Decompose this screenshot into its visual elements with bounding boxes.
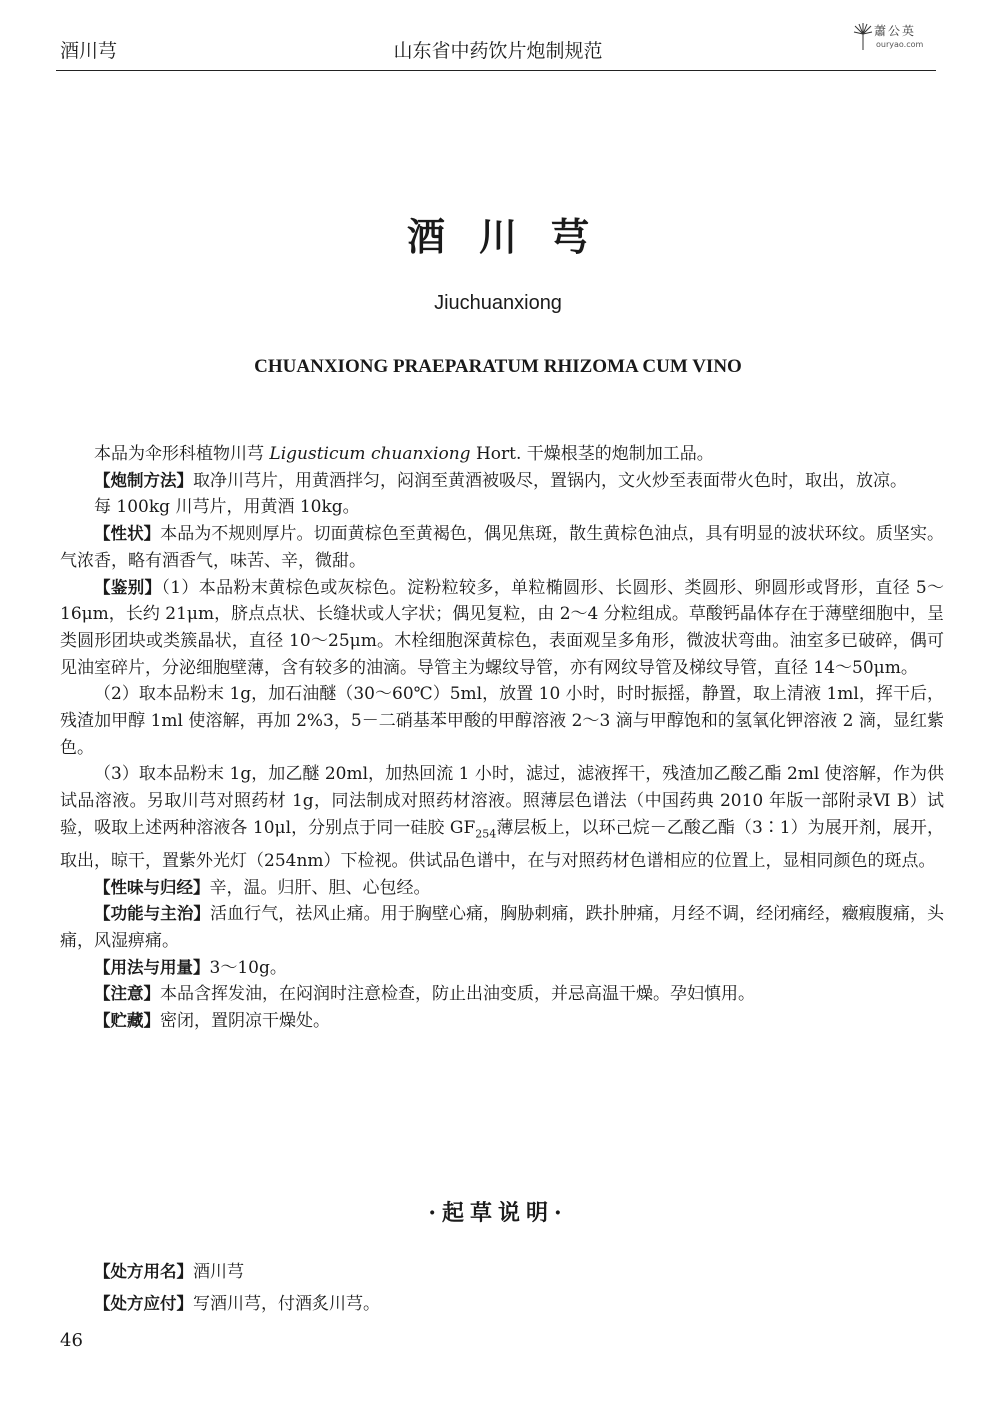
section-label: 【性味与归经】 [94, 877, 210, 897]
latin-name: CHUANXIONG PRAEPARATUM RHIZOMA CUM VINO [254, 356, 742, 377]
drafting-notes [60, 1256, 944, 1320]
species-name: Ligusticum chuanxiong [269, 444, 471, 464]
section-label: 【鉴别】 [94, 577, 162, 597]
dandelion-icon [852, 22, 874, 52]
logo-url: ouryao.com [876, 40, 924, 49]
usage-paragraph: 【用法与用量】3～10g。 [94, 957, 287, 978]
monograph-body [60, 441, 944, 1035]
section-label: 【功能与主治】 [94, 904, 210, 924]
section-label: 【注意】 [94, 984, 160, 1004]
logo-wordmark: 蕭公英 [874, 24, 917, 38]
section-label: 【炮制方法】 [94, 470, 193, 490]
drafting-notes-title: ·起草说明· [428, 1200, 568, 1226]
section-label: 【用法与用量】 [94, 957, 210, 977]
pinyin-name: Jiuchuanxiong [434, 292, 562, 314]
prescription-dispense: 【处方应付】写酒川芎，付酒炙川芎。 [94, 1294, 380, 1314]
nature-paragraph: 【性味与归经】辛，温。归肝、胆、心包经。 [94, 877, 431, 898]
intro-paragraph: 本品为伞形科植物川芎 Ligusticum chuanxiong Hort. 干燥根茎的炮制加工品。 [94, 444, 714, 464]
page-number: 46 [60, 1330, 83, 1351]
identification-item-2: （2）取本品粉末 1g，加石油醚（30～60℃）5ml，放置 10 小时，时时振摇，静置，取上清液 1ml，挥干后，残渣加甲醇 1ml 使溶解，再加 2%3，5－二硝基苯甲酸的甲醇溶液 2～3 滴与甲醇饱和的氢氧化钾溶液 2 滴，显红紫色。 [60, 684, 944, 758]
section-label: 【处方应付】 [94, 1294, 193, 1313]
header-divider [56, 70, 936, 71]
processing-paragraph: 【炮制方法】取净川芎片，用黄酒拌匀，闷润至黄酒被吸尽，置锅内，文火炒至表面带火色时，取出，放凉。 [94, 470, 907, 491]
identification-item-1: 【鉴别】（1）本品粉末黄棕色或灰棕色。淀粉粒较多，单粒椭圆形、长圆形、类圆形、卵圆形或肾形，直径 5～16μm，长约 21μm，脐点点状、长缝状或人字状；偶见复粒，由 2～4 分粒组成。草酸钙晶体存在于薄壁细胞中，呈类圆形团块或类簇晶状，直径 10～25μm。木栓细胞深黄棕色，表面观呈多角形，微波状弯曲。油室多已破碎，偶可见油室碎片，分泌细胞壁薄，含有较多的油滴。导管主为螺纹导管，亦有网纹导管及梯纹导管，直径 14～50μm。 [60, 577, 944, 678]
page-title: 酒川芎 [406, 214, 623, 259]
processing-ratio: 每 100kg 川芎片，用黄酒 10kg。 [94, 497, 360, 518]
storage-paragraph: 【贮藏】密闭，置阴凉干燥处。 [94, 1011, 330, 1032]
site-logo [852, 20, 938, 60]
prescription-name: 【处方用名】酒川芎 [94, 1262, 244, 1282]
section-label: 【处方用名】 [94, 1262, 193, 1281]
caution-paragraph: 【注意】本品含挥发油，在闷润时注意检查，防止出油变质，并忌高温干燥。孕妇慎用。 [94, 984, 755, 1005]
section-label: 【性状】 [94, 524, 161, 544]
running-header-title: 山东省中药饮片炮制规范 [393, 40, 603, 62]
character-paragraph: 【性状】本品为不规则厚片。切面黄棕色至黄褐色，偶见焦斑，散生黄棕色油点，具有明显的波状环纹。质坚实。气浓香，略有酒香气，味苦、辛，微甜。 [60, 524, 945, 571]
identification-item-3: （3）取本品粉末 1g，加乙醚 20ml，加热回流 1 小时，滤过，滤液挥干，残渣加乙酸乙酯 2ml 使溶解，作为供试品溶液。另取川芎对照药材 1g，同法制成对照药材溶液。照薄层色谱法（中国药典 2010 年版一部附录Ⅵ B）试验，吸取上述两种溶液各 10μl，分别点于同一硅胶 $GF_{254}$薄层板上，以环己烷－乙酸乙酯（3∶1）为展开剂，展开，取出，晾干，置紫外光灯（254nm）下检视。供试品色谱中，在与对照药材色谱相应的位置上，显相同颜色的斑点。 [60, 764, 944, 871]
function-paragraph: 【功能与主治】活血行气，祛风止痛。用于胸壁心痛，胸胁刺痛，跌扑肿痛，月经不调，经闭痛经，癥瘕腹痛，头痛，风湿痹痛。 [60, 904, 944, 952]
running-header-left: 酒川芎 [60, 40, 118, 62]
section-label: 【贮藏】 [94, 1011, 160, 1031]
